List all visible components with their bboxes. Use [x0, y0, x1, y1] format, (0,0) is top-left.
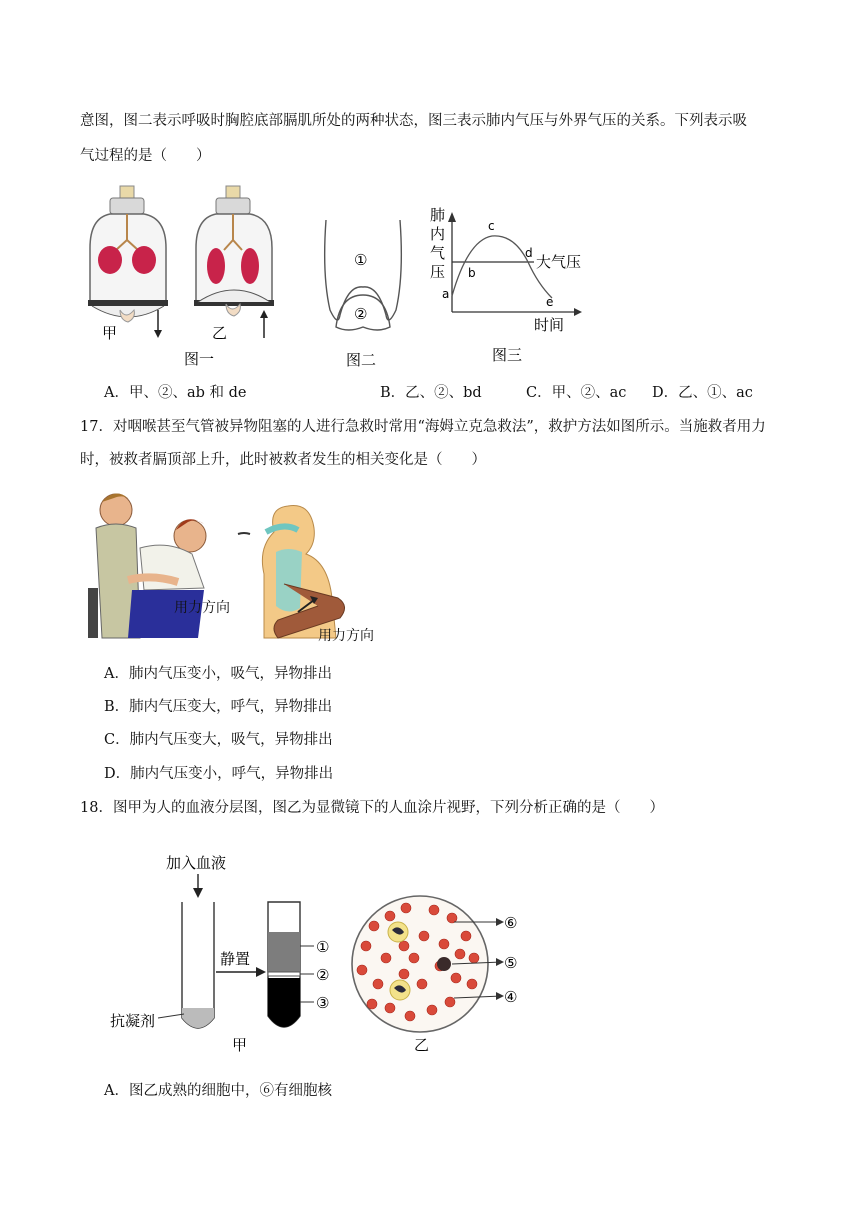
figure-3-pressure-curve [428, 200, 598, 370]
fig3-point-e: e [546, 295, 554, 309]
fig1-label-yi: 乙 [212, 324, 228, 342]
bell-jar-right [194, 186, 274, 338]
fig1-caption: 图一 [184, 350, 215, 368]
q16-option-b[interactable]: B．乙、②、bd [380, 385, 482, 401]
figure-blood [104, 846, 544, 1056]
fig2-label-2: ② [354, 305, 368, 323]
q16-option-d[interactable]: D．乙、①、ac [652, 385, 753, 401]
q16-option-a[interactable]: A．甲、②、ab 和 de [104, 385, 247, 401]
figure-2-diaphragm [318, 215, 408, 370]
q17-option-a[interactable]: A．肺内气压变小，吸气，异物排出 [104, 666, 332, 682]
fig3-point-c: c [488, 219, 495, 233]
fig3-point-b: b [468, 266, 476, 280]
label-stand: 静置 [220, 950, 251, 968]
label-cell-5: ⑤ [504, 954, 518, 972]
label-yi: 乙 [414, 1036, 430, 1054]
fig3-ylabel-char-1: 肺 [430, 206, 446, 224]
figure-1-bell-jar [80, 178, 290, 368]
fig2-label-1: ① [354, 251, 368, 269]
fig1-label-jia: 甲 [102, 324, 118, 342]
fig3-point-d: d [525, 246, 533, 260]
label-add-blood: 加入血液 [166, 854, 227, 872]
label-layer-1: ① [316, 938, 330, 956]
q18-option-a[interactable]: A．图乙成熟的细胞中，⑥有细胞核 [104, 1083, 332, 1099]
q17-option-b[interactable]: B．肺内气压变大，呼气，异物排出 [104, 699, 333, 715]
fig2-caption: 图二 [346, 351, 377, 369]
bell-jar-left [88, 186, 168, 338]
q16-option-c[interactable]: C．甲、②、ac [526, 385, 627, 401]
fig3-ylabel-char-2: 内 [430, 225, 446, 243]
fig3-xlabel: 时间 [534, 316, 565, 334]
fig3-line-label: 大气压 [536, 253, 582, 271]
q17-text-line1: 17．对咽喉甚至气管被异物阻塞的人进行急救时常用“海姆立克急救法”，救护方法如图所示。当施救者用力 [80, 419, 766, 435]
label-anticoagulant: 抗凝剂 [110, 1012, 156, 1030]
q16-text-line1: 意图，图二表示呼吸时胸腔底部膈肌所处的两种状态，图三表示肺内气压与外界气压的关系。下列表示吸 [80, 113, 747, 129]
q17-option-c[interactable]: C．肺内气压变大，吸气，异物排出 [104, 732, 333, 748]
fig3-ylabel-char-4: 压 [430, 263, 446, 281]
fig3-caption: 图三 [492, 346, 523, 364]
figure-heimlich [88, 488, 408, 648]
q17-option-d[interactable]: D．肺内气压变小，呼气，异物排出 [104, 766, 334, 782]
label-layer-2: ② [316, 966, 330, 984]
fig3-point-a: a [442, 287, 450, 301]
label-jia: 甲 [232, 1036, 248, 1054]
q16-text-line2: 气过程的是（ ） [80, 148, 211, 164]
heimlich-label-left: 用力方向 [174, 600, 230, 616]
heimlich-label-right: 用力方向 [318, 628, 374, 644]
q18-text-line1: 18．图甲为人的血液分层图，图乙为显微镜下的人血涂片视野，下列分析正确的是（ ） [80, 800, 664, 816]
fig3-ylabel-char-3: 气 [430, 244, 446, 262]
q17-text-line2: 时，被救者膈顶部上升，此时被救者发生的相关变化是（ ） [80, 452, 486, 468]
label-layer-3: ③ [316, 994, 330, 1012]
label-cell-6: ⑥ [504, 914, 518, 932]
label-cell-4: ④ [504, 988, 518, 1006]
